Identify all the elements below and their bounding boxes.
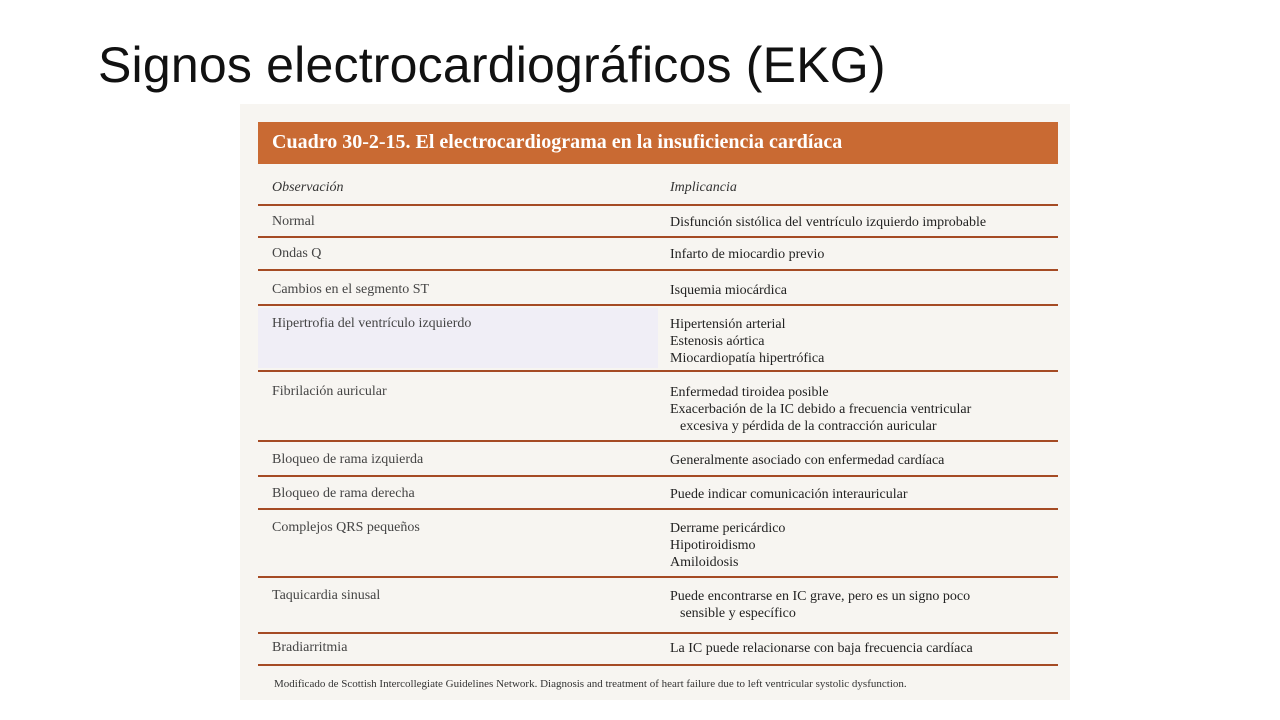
implication-line: Miocardiopatía hipertrófica	[670, 351, 825, 366]
implication-line: Hipotiroidismo	[670, 538, 756, 553]
row-divider	[258, 475, 1058, 477]
implication-line: sensible y específico	[680, 606, 796, 621]
implication-line: Exacerbación de la IC debido a frecuencia ventricular	[670, 402, 972, 417]
header-observation: Observación	[272, 180, 344, 195]
implication-cell	[670, 486, 908, 503]
observation-cell: Bloqueo de rama derecha	[272, 486, 415, 501]
observation-cell: Taquicardia sinusal	[272, 588, 381, 603]
observation-cell: Complejos QRS pequeños	[272, 520, 420, 535]
slide-title: Signos electrocardiográficos (EKG)	[98, 37, 886, 93]
implication-line: excesiva y pérdida de la contracción auricular	[680, 419, 937, 434]
implication-cell	[670, 282, 787, 299]
row-divider	[258, 304, 1058, 306]
row-divider	[258, 632, 1058, 634]
implication-line: Puede indicar comunicación interauricular	[670, 487, 908, 502]
implication-cell	[670, 588, 970, 622]
observation-cell: Ondas Q	[272, 246, 322, 261]
implication-line: Amiloidosis	[670, 555, 739, 570]
implication-line: Estenosis aórtica	[670, 334, 765, 349]
row-divider	[258, 204, 1058, 206]
observation-cell: Cambios en el segmento ST	[272, 282, 430, 297]
observation-cell: Hipertrofia del ventrículo izquierdo	[272, 316, 472, 331]
header-implication: Implicancia	[670, 180, 737, 195]
row-divider	[258, 576, 1058, 578]
observation-cell: Normal	[272, 214, 315, 229]
implication-cell	[670, 384, 971, 435]
implication-line: Isquemia miocárdica	[670, 283, 788, 298]
observation-cell: Bradiarritmia	[272, 640, 348, 655]
table-caption-banner	[258, 122, 1058, 164]
table-footnote: Modificado de Scottish Intercollegiate Guidelines Network. Diagnosis and treatment of heart failure due to left ventricular systolic dysfunction.	[274, 678, 907, 690]
row-divider	[258, 269, 1058, 271]
observation-cell: Fibrilación auricular	[272, 384, 387, 399]
implication-cell	[670, 316, 824, 367]
table-caption: Cuadro 30-2-15. El electrocardiograma en la insuficiencia cardíaca	[272, 131, 843, 153]
implication-cell	[670, 520, 785, 571]
implication-line: Derrame pericárdico	[670, 521, 786, 536]
implication-line: Puede encontrarse en IC grave, pero es un signo poco	[670, 589, 971, 604]
row-divider	[258, 508, 1058, 510]
implication-line: La IC puede relacionarse con baja frecuencia cardíaca	[670, 641, 973, 656]
implication-cell	[670, 246, 824, 263]
row-divider	[258, 370, 1058, 372]
implication-line: Disfunción sistólica del ventrículo izquierdo improbable	[670, 215, 987, 230]
observation-cell: Bloqueo de rama izquierda	[272, 452, 424, 467]
implication-cell	[670, 452, 944, 469]
implication-line: Hipertensión arterial	[670, 317, 786, 332]
row-divider	[258, 664, 1058, 666]
row-divider	[258, 440, 1058, 442]
ekg-table	[258, 122, 1058, 694]
implication-cell	[670, 214, 986, 231]
implication-line: Generalmente asociado con enfermedad cardíaca	[670, 453, 945, 468]
row-divider	[258, 236, 1058, 238]
implication-line: Infarto de miocardio previo	[670, 247, 825, 262]
implication-cell	[670, 640, 973, 657]
implication-line: Enfermedad tiroidea posible	[670, 385, 829, 400]
